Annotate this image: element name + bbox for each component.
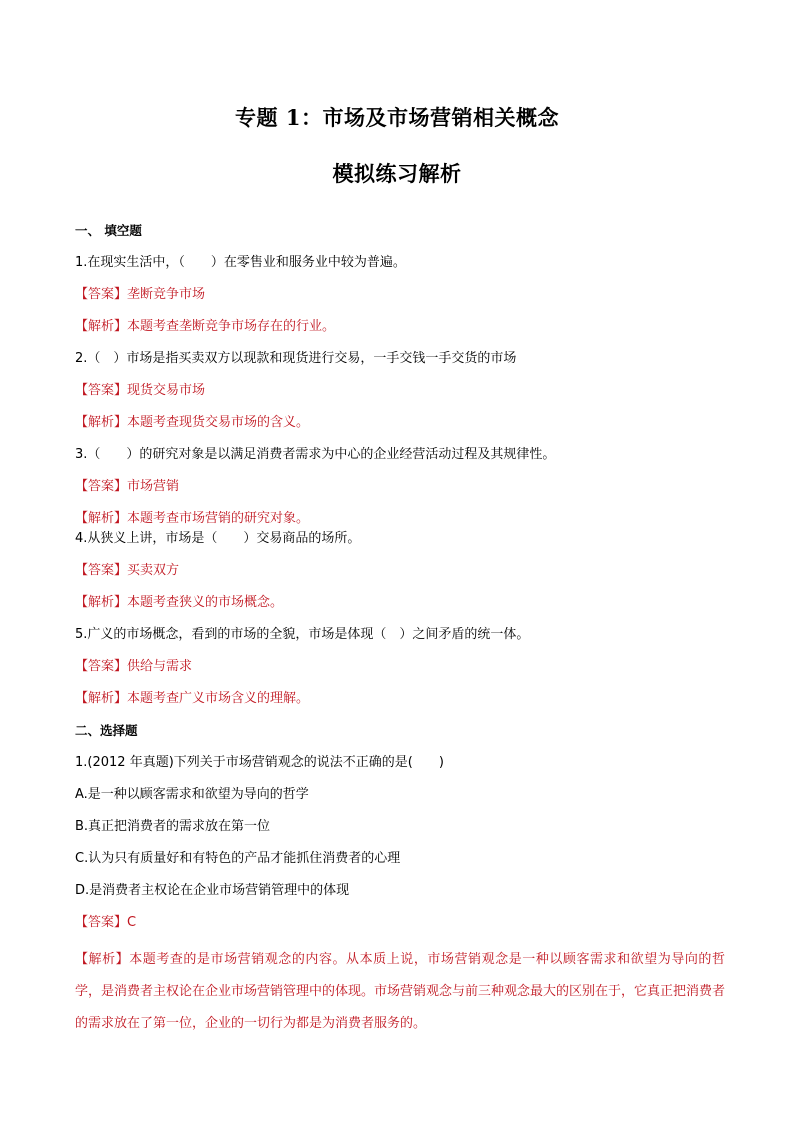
analysis-line bbox=[75, 592, 725, 624]
option-line: D.是消费者主权论在企业市场营销管理中的体现 bbox=[75, 883, 350, 898]
analysis-text: 本题考查市场营销的研究对象。 bbox=[127, 511, 310, 526]
answer-tag: 【答案】 bbox=[75, 479, 128, 494]
analysis-line bbox=[75, 412, 725, 444]
page-title: 专题 1：市场及市场营销相关概念 bbox=[235, 105, 559, 130]
question-line: 3.（ ）的研究对象是以满足消费者需求为中心的企业经营活动过程及其规律性。 bbox=[75, 447, 556, 462]
answer-line bbox=[75, 912, 725, 944]
analysis-tag: 【解析】 bbox=[75, 415, 128, 430]
analysis-tag: 【解析】 bbox=[75, 595, 128, 610]
analysis-text: 本题考查广义市场含义的理解。 bbox=[127, 691, 310, 706]
analysis-tag: 【解析】 bbox=[75, 691, 128, 706]
analysis-tag: 【解析】 bbox=[75, 952, 130, 967]
analysis-tag: 【解析】 bbox=[75, 511, 128, 526]
question-line: 1.(2012 年真题)下列关于市场营销观念的说法不正确的是( ) bbox=[75, 755, 444, 770]
answer-text: 买卖双方 bbox=[127, 563, 180, 578]
option-line: A.是一种以顾客需求和欲望为导向的哲学 bbox=[75, 787, 309, 802]
answer-text: C bbox=[127, 915, 137, 930]
answer-tag: 【答案】 bbox=[75, 659, 128, 674]
answer-text: 供给与需求 bbox=[127, 659, 193, 674]
answer-line bbox=[75, 476, 725, 508]
answer-line bbox=[75, 284, 725, 316]
analysis-paragraph bbox=[75, 944, 725, 1040]
analysis-line bbox=[75, 688, 725, 720]
answer-tag: 【答案】 bbox=[75, 383, 128, 398]
analysis-text: 本题考查的是市场营销观念的内容。从本质上说，市场营销观念是一种以顾客需求和欲望为导向的哲学，是消费者主权论在企业市场营销管理中的体现。市场营销观念与前三种观念最大的区别在于，它真正把消费者的需求放在了第一位，企业的一切行为都是为消费者服务的。 bbox=[75, 952, 726, 1031]
answer-line bbox=[75, 560, 725, 592]
question-line: 5.广义的市场概念，看到的市场的全貌，市场是体现（ ）之间矛盾的统一体。 bbox=[75, 627, 530, 642]
answer-text: 市场营销 bbox=[127, 479, 180, 494]
option-line: B.真正把消费者的需求放在第一位 bbox=[75, 819, 271, 834]
section-heading-choice: 二、选择题 bbox=[75, 723, 138, 738]
analysis-line bbox=[75, 508, 725, 528]
answer-tag: 【答案】 bbox=[75, 563, 128, 578]
analysis-text: 本题考查现货交易市场的含义。 bbox=[127, 415, 310, 430]
answer-line bbox=[75, 380, 725, 412]
option-line: C.认为只有质量好和有特色的产品才能抓住消费者的心理 bbox=[75, 851, 401, 866]
answer-line bbox=[75, 656, 725, 688]
answer-tag: 【答案】 bbox=[75, 915, 128, 930]
analysis-text: 本题考查狭义的市场概念。 bbox=[127, 595, 284, 610]
answer-text: 现货交易市场 bbox=[127, 383, 206, 398]
analysis-tag: 【解析】 bbox=[75, 319, 128, 334]
page-subtitle: 模拟练习解析 bbox=[332, 161, 462, 186]
answer-tag: 【答案】 bbox=[75, 287, 128, 302]
section-heading-fill: 一、 填空题 bbox=[75, 223, 142, 238]
question-line: 1.在现实生活中，（ ）在零售业和服务业中较为普遍。 bbox=[75, 255, 406, 270]
question-line: 4.从狭义上讲，市场是（ ）交易商品的场所。 bbox=[75, 531, 361, 546]
analysis-text: 本题考查垄断竞争市场存在的行业。 bbox=[127, 319, 336, 334]
document-body bbox=[75, 220, 725, 1040]
question-line: 2.（ ）市场是指买卖双方以现款和现货进行交易，一手交钱一手交货的市场 bbox=[75, 351, 517, 366]
answer-text: 垄断竞争市场 bbox=[127, 287, 206, 302]
analysis-line bbox=[75, 316, 725, 348]
